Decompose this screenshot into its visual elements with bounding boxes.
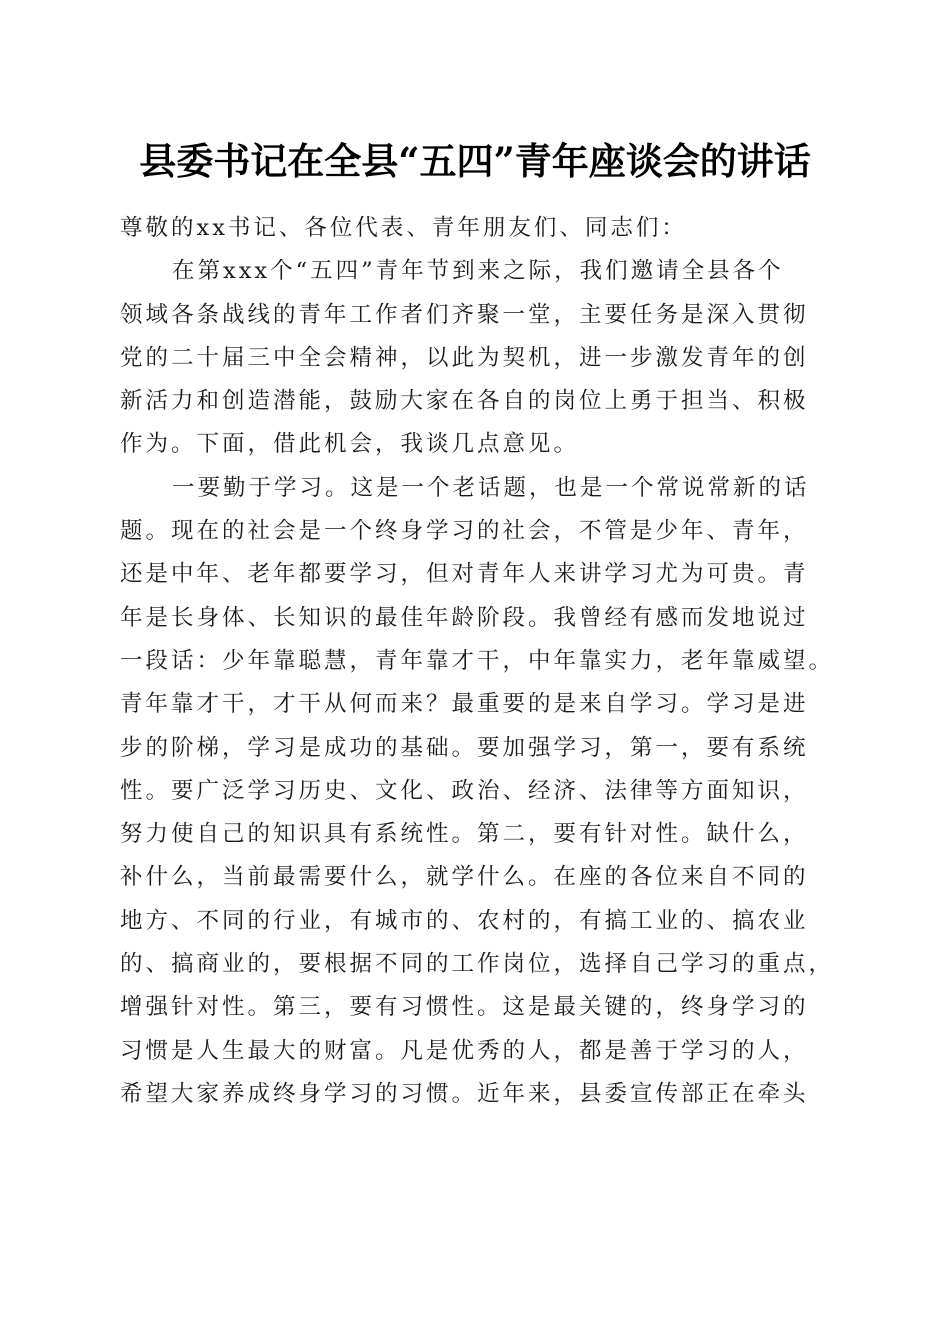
document-body bbox=[120, 207, 840, 1116]
paragraph-line: 一要勤于学习。这是一个老话题，也是一个常说常新的话 bbox=[172, 474, 810, 501]
paragraph-line: 努力使自己的知识具有系统性。第二，要有针对性。缺什么， bbox=[120, 821, 809, 848]
paragraph-line: 的、搞商业的，要根据不同的工作岗位，选择自己学习的重点， bbox=[120, 951, 835, 978]
paragraph-line: 希望大家养成终身学习的习惯。近年来，县委宣传部正在牵头 bbox=[120, 1080, 809, 1107]
paragraph-line: 性。要广泛学习历史、文化、政治、经济、法律等方面知识， bbox=[120, 777, 809, 804]
paragraph-line: 习惯是人生最大的财富。凡是优秀的人，都是善于学习的人， bbox=[120, 1037, 809, 1064]
paragraph-line: 党的二十届三中全会精神，以此为契机，进一步激发青年的创 bbox=[120, 344, 809, 371]
paragraph-line: 在第xxx个“五四”青年节到来之际，我们邀请全县各个 bbox=[172, 258, 784, 285]
paragraph-line: 年是长身体、长知识的最佳年龄阶段。我曾经有感而发地说过 bbox=[120, 604, 809, 631]
paragraph-line: 一段话：少年靠聪慧，青年靠才干，中年靠实力，老年靠威望。 bbox=[120, 647, 835, 674]
paragraph-line: 补什么，当前最需要什么，就学什么。在座的各位来自不同的 bbox=[120, 864, 809, 891]
paragraph-line: 作为。下面，借此机会，我谈几点意见。 bbox=[120, 431, 580, 458]
salutation-line: 尊敬的xx书记、各位代表、青年朋友们、同志们： bbox=[120, 215, 687, 241]
paragraph-line: 还是中年、老年都要学习，但对青年人来讲学习尤为可贵。青 bbox=[120, 561, 809, 588]
document-title: 县委书记在全县“五四”青年座谈会的讲话 bbox=[139, 139, 811, 183]
paragraph-line: 增强针对性。第三，要有习惯性。这是最关键的，终身学习的 bbox=[120, 994, 809, 1021]
paragraph-line: 地方、不同的行业，有城市的、农村的，有搞工业的、搞农业 bbox=[120, 907, 809, 934]
paragraph-line: 青年靠才干，才干从何而来？最重要的是来自学习。学习是进 bbox=[120, 691, 809, 718]
paragraph-line: 新活力和创造潜能，鼓励大家在各自的岗位上勇于担当、积极 bbox=[120, 388, 809, 415]
paragraph-line: 步的阶梯，学习是成功的基础。要加强学习，第一，要有系统 bbox=[120, 734, 809, 761]
paragraph-line: 领域各条战线的青年工作者们齐聚一堂，主要任务是深入贯彻 bbox=[120, 301, 809, 328]
paragraph-line: 题。现在的社会是一个终身学习的社会，不管是少年、青年， bbox=[120, 518, 809, 545]
